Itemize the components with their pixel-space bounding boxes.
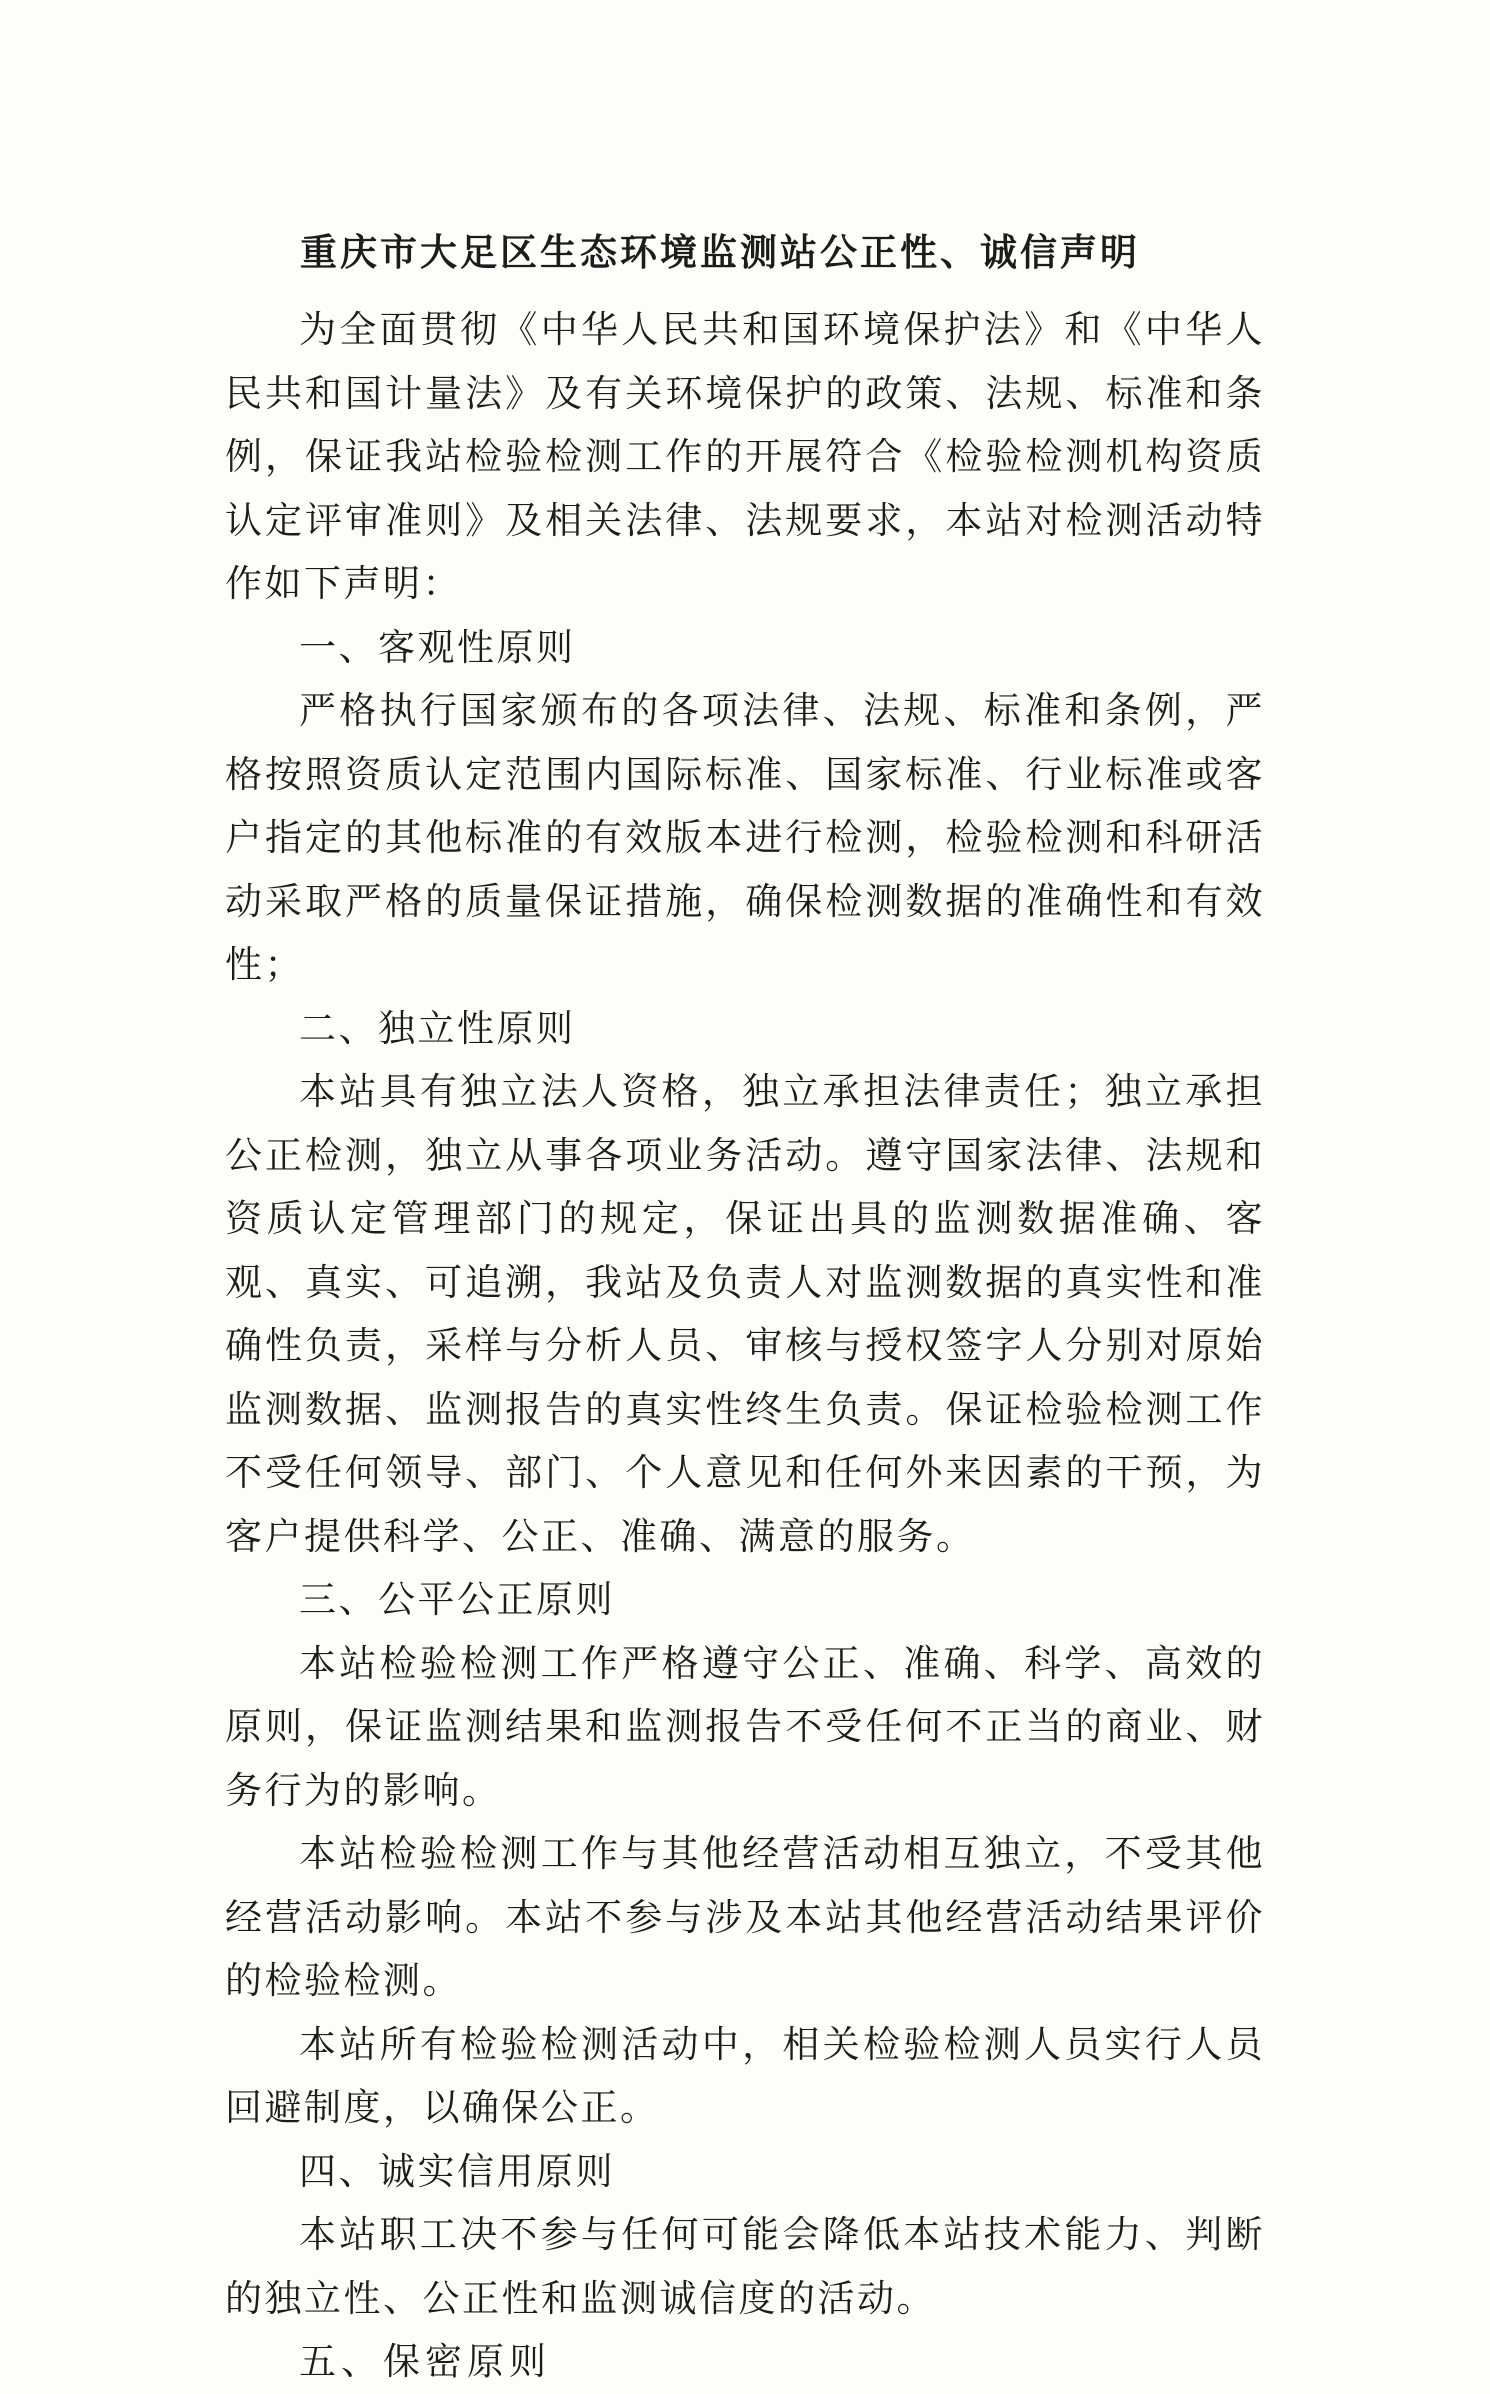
- document-title: 重庆市大足区生态环境监测站公正性、诚信声明: [300, 230, 1140, 274]
- section-paragraph-fairness-1: 本站检验检测工作严格遵守公正、准确、科学、高效的原则，保证监测结果和监测报告不受任何不正当的商业、财务行为的影响。: [225, 1641, 1265, 1812]
- section-paragraph-independence: 本站具有独立法人资格，独立承担法律责任；独立承担公正检测，独立从事各项业务活动。遵守国家法律、法规和资质认定管理部门的规定，保证出具的监测数据准确、客观、真实、可追溯，我站及负责人对监测数据的真实性和准确性负责，采样与分析人员、审核与授权签字人分别对原始监测数据、监测报告的真实性终生负责。保证检验检测工作不受任何领导、部门、个人意见和任何外来因素的干预，为客户提供科学、公正、准确、满意的服务。: [225, 1070, 1265, 1558]
- section-heading-integrity: 四、诚实信用原则: [299, 2149, 615, 2193]
- document-body: [225, 298, 1265, 2394]
- section-paragraph-objectivity: 严格执行国家颁布的各项法律、法规、标准和条例，严格按照资质认定范围内国际标准、国家标准、行业标准或客户指定的其他标准的有效版本进行检测，检验检测和科研活动采取严格的质量保证措施，确保检测数据的准确性和有效性；: [225, 689, 1265, 986]
- intro-paragraph: 为全面贯彻《中华人民共和国环境保护法》和《中华人民共和国计量法》及有关环境保护的政策、法规、标准和条例，保证我站检验检测工作的开展符合《检验检测机构资质认定评审准则》及相关法律、法规要求，本站对检测活动特作如下声明：: [225, 308, 1265, 605]
- section-paragraph-integrity: 本站职工决不参与任何可能会降低本站技术能力、判断的独立性、公正性和监测诚信度的活动。: [225, 2213, 1265, 2320]
- section-heading-fairness: 三、公平公正原则: [299, 1578, 615, 1621]
- section-paragraph-fairness-3: 本站所有检验检测活动中，相关检验检测人员实行人员回避制度，以确保公正。: [225, 2022, 1265, 2129]
- section-heading-objectivity: 一、客观性原则: [299, 625, 576, 669]
- section-heading-independence: 二、独立性原则: [299, 1006, 576, 1050]
- section-paragraph-fairness-2: 本站检验检测工作与其他经营活动相互独立，不受其他经营活动影响。本站不参与涉及本站其他经营活动结果评价的检验检测。: [225, 1832, 1265, 2002]
- section-heading-confidentiality: 五、保密原则: [299, 2340, 551, 2383]
